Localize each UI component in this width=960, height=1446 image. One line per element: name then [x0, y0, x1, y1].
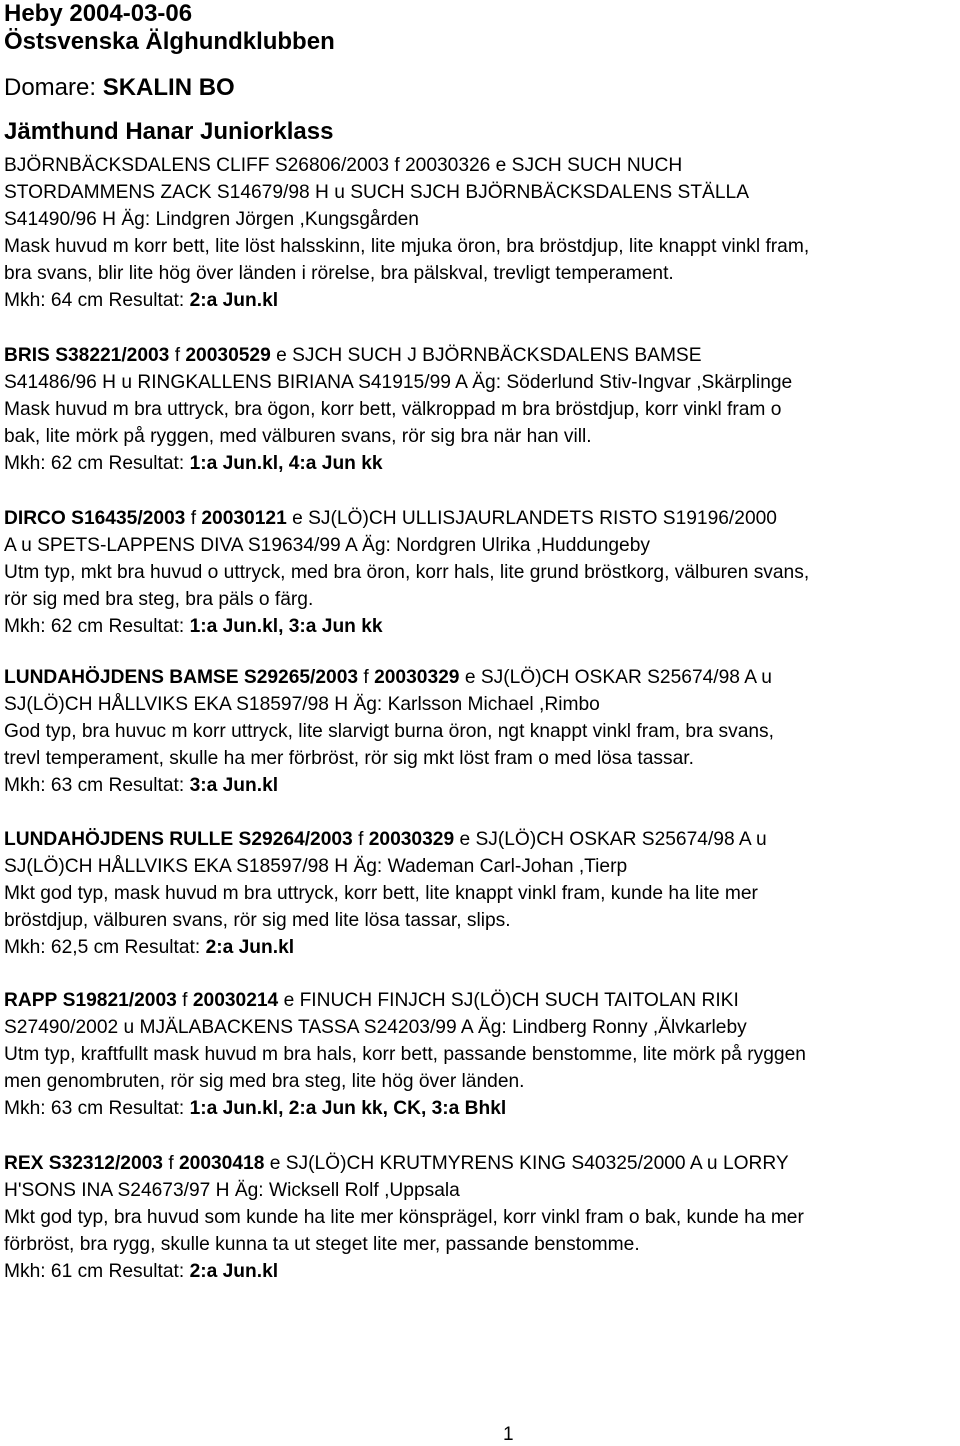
birth-date: 20030529 — [185, 345, 271, 366]
dog-entry — [4, 505, 960, 640]
dog-entry — [4, 826, 960, 961]
measurement: Mkh: 62,5 cm Resultat: — [4, 937, 201, 958]
dog-entry — [4, 987, 960, 1122]
pedigree-line-2: A u SPETS-LAPPENS DIVA S19634/99 A Äg: Nordgren Ulrika ,Huddungeby — [4, 535, 650, 556]
critique-line-1: God typ, bra huvuc m korr uttryck, lite slarvigt burna öron, ngt knappt vinkl fram, bra svans, — [4, 721, 774, 742]
critique-line-1: Mkt god typ, bra huvud som kunde ha lite mer könsprägel, korr vinkl fram o bak, kunde ha mer — [4, 1207, 804, 1228]
dog-entry — [4, 152, 960, 314]
reg-number: S19821/2003 — [62, 990, 177, 1011]
critique-line-1: Mask huvud m bra uttryck, bra ögon, korr bett, välkroppad m bra bröstdjup, korr vinkl fram o — [4, 399, 782, 420]
result-value: 2:a Jun.kl — [189, 290, 279, 311]
reg-number: S16435/2003 — [71, 508, 186, 529]
place-date-heading: Heby 2004-03-06 — [4, 0, 193, 27]
pedigree-line-2: S41486/96 H u RINGKALLENS BIRIANA S41915/99 A Äg: Söderlund Stiv-Ingvar ,Skärplinge — [4, 372, 793, 393]
measurement: Mkh: 62 cm Resultat: — [4, 616, 185, 637]
born-label: f — [182, 990, 188, 1011]
parents-text: e SJ(LÖ)CH OSKAR S25674/98 A u — [459, 829, 767, 850]
result-line — [4, 934, 960, 961]
dog-name: RAPP — [4, 990, 58, 1011]
reg-number: S32312/2003 — [48, 1153, 163, 1174]
pedigree-line-1 — [4, 826, 960, 853]
dog-name: LUNDAHÖJDENS RULLE — [4, 829, 234, 850]
parents-text: e SJ(LÖ)CH ULLISJAURLANDETS RISTO S19196/2000 — [292, 508, 777, 529]
result-value: 1:a Jun.kl, 2:a Jun kk, CK, 3:a Bhkl — [189, 1098, 507, 1119]
pedigree-line-2: SJ(LÖ)CH HÅLLVIKS EKA S18597/98 H Äg: Wademan Carl-Johan ,Tierp — [4, 856, 628, 877]
measurement: Mkh: 63 cm Resultat: — [4, 1098, 185, 1119]
born-label: f — [168, 1153, 174, 1174]
result-line — [4, 1258, 960, 1285]
dog-name: DIRCO — [4, 508, 66, 529]
critique-line-2: rör sig med bra steg, bra päls o färg. — [4, 589, 314, 610]
result-line — [4, 613, 960, 640]
class-title: Jämthund Hanar Juniorklass — [4, 118, 334, 145]
parents-text: e FINUCH FINJCH SJ(LÖ)CH SUCH TAITOLAN RIKI — [283, 990, 739, 1011]
measurement: Mkh: 64 cm Resultat: — [4, 290, 185, 311]
born-label: f — [358, 829, 364, 850]
critique-line-2: bak, lite mörk på ryggen, med välburen svans, rör sig bra när han vill. — [4, 426, 592, 447]
critique-line-2: men genombruten, rör sig med bra steg, lite hög över länden. — [4, 1071, 525, 1092]
club-heading: Östsvenska Älghundklubben — [4, 28, 335, 55]
critique-line-1: Mask huvud m korr bett, lite löst halsskinn, lite mjuka öron, bra bröstdjup, lite knappt vinkl fram, — [4, 236, 810, 257]
critique-line-1: Utm typ, mkt bra huvud o uttryck, med bra öron, korr hals, lite grund bröstkorg, välburen svans, — [4, 562, 810, 583]
dog-name: REX — [4, 1153, 44, 1174]
pedigree-line-2: S27490/2002 u MJÄLABACKENS TASSA S24203/99 A Äg: Lindberg Ronny ,Älvkarleby — [4, 1017, 747, 1038]
judge-line — [4, 74, 235, 102]
result-value: 3:a Jun.kl — [189, 775, 279, 796]
measurement: Mkh: 62 cm Resultat: — [4, 453, 185, 474]
result-value: 1:a Jun.kl, 3:a Jun kk — [189, 616, 383, 637]
pedigree-line-1 — [4, 664, 960, 691]
critique-line-2: trevl temperament, skulle ha mer förbröst, rör sig mkt löst fram o med lösa tassar. — [4, 748, 694, 769]
measurement: Mkh: 63 cm Resultat: — [4, 775, 185, 796]
birth-date: 20030418 — [179, 1153, 265, 1174]
owner-line: S41490/96 H Äg: Lindgren Jörgen ,Kungsgården — [4, 209, 419, 230]
pedigree-line-2: STORDAMMENS ZACK S14679/98 H u SUCH SJCH BJÖRNBÄCKSDALENS STÄLLA — [4, 182, 749, 203]
dog-entry — [4, 342, 960, 477]
reg-number: S38221/2003 — [55, 345, 170, 366]
result-line — [4, 1095, 960, 1122]
birth-date: 20030329 — [374, 667, 460, 688]
result-line — [4, 450, 960, 477]
birth-date: 20030329 — [368, 829, 455, 850]
result-line — [4, 287, 960, 314]
result-value: 2:a Jun.kl — [205, 937, 295, 958]
critique-line-2: förbröst, bra rygg, skulle kunna ta ut steget lite mer, passande benstomme. — [4, 1234, 640, 1255]
birth-date: 20030214 — [192, 990, 279, 1011]
pedigree-line-1 — [4, 342, 960, 369]
measurement: Mkh: 61 cm Resultat: — [4, 1261, 185, 1282]
pedigree-line-1 — [4, 1150, 960, 1177]
parents-text: e SJ(LÖ)CH KRUTMYRENS KING S40325/2000 A u LORRY — [269, 1153, 789, 1174]
dog-entry — [4, 664, 960, 799]
born-label: f — [363, 667, 369, 688]
pedigree-line-1 — [4, 505, 960, 532]
pedigree-line-2: H'SONS INA S24673/97 H Äg: Wicksell Rolf ,Uppsala — [4, 1180, 460, 1201]
judge-label: Domare: — [4, 74, 97, 101]
dog-name: LUNDAHÖJDENS BAMSE — [4, 667, 239, 688]
critique-line-2: bra svans, blir lite hög över länden i rörelse, bra pälskval, trevligt temperament. — [4, 263, 674, 284]
parents-text: e SJCH SUCH J BJÖRNBÄCKSDALENS BAMSE — [276, 345, 702, 366]
birth-date: 20030121 — [201, 508, 287, 529]
result-value: 2:a Jun.kl — [189, 1261, 279, 1282]
page-number: 1 — [503, 1424, 514, 1445]
born-label: f — [174, 345, 181, 366]
pedigree-line-1 — [4, 987, 960, 1014]
judge-name: SKALIN BO — [102, 74, 235, 101]
pedigree-line-1: BJÖRNBÄCKSDALENS CLIFF S26806/2003 f 20030326 e SJCH SUCH NUCH — [4, 155, 683, 176]
result-value: 1:a Jun.kl, 4:a Jun kk — [189, 453, 383, 474]
dog-entry — [4, 1150, 960, 1285]
reg-number: S29265/2003 — [243, 667, 359, 688]
critique-line-2: bröstdjup, välburen svans, rör sig med lite lösa tassar, slips. — [4, 910, 511, 931]
reg-number: S29264/2003 — [238, 829, 353, 850]
parents-text: e SJ(LÖ)CH OSKAR S25674/98 A u — [464, 667, 772, 688]
critique-line-1: Mkt god typ, mask huvud m bra uttryck, korr bett, lite knappt vinkl fram, kunde ha lite mer — [4, 883, 758, 904]
pedigree-line-2: SJ(LÖ)CH HÅLLVIKS EKA S18597/98 H Äg: Karlsson Michael ,Rimbo — [4, 694, 600, 715]
result-line — [4, 772, 960, 799]
born-label: f — [190, 508, 197, 529]
critique-line-1: Utm typ, kraftfullt mask huvud m bra hals, korr bett, passande benstomme, lite mörk på ryggen — [4, 1044, 806, 1065]
dog-name: BRIS — [4, 345, 50, 366]
